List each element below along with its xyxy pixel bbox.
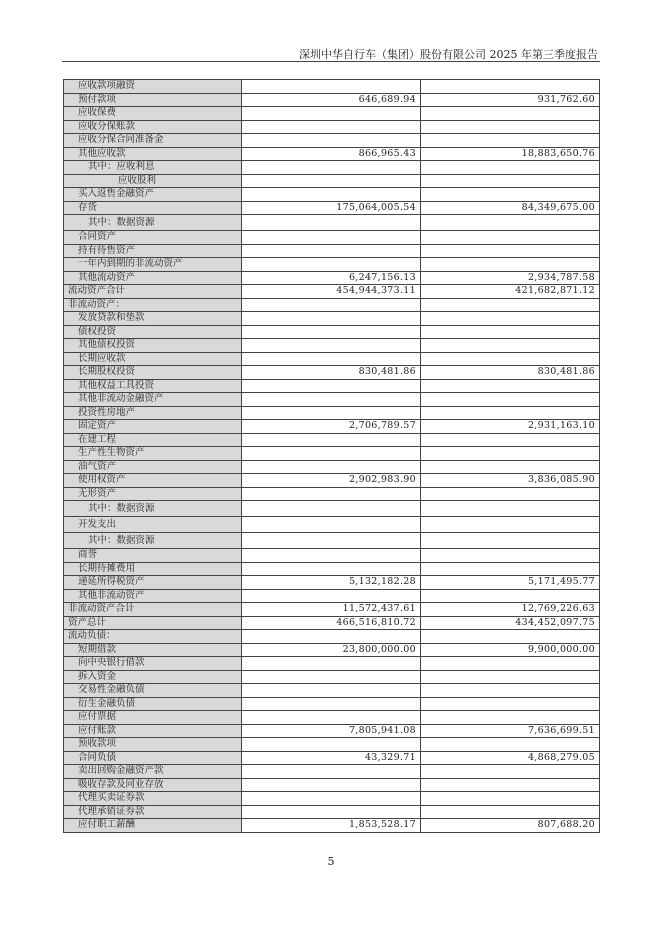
row-label: 无形资产: [64, 487, 242, 501]
prior-period-value: [421, 562, 600, 576]
prior-period-value: [421, 352, 600, 366]
row-label: 吸收存款及同业存放: [64, 778, 242, 792]
current-period-value: [242, 589, 421, 603]
table-row: [64, 778, 600, 792]
row-label: 其中：应收利息: [64, 161, 242, 175]
prior-period-value: 807,688.20: [421, 819, 600, 833]
row-label: 应收分保合同准备金: [64, 134, 242, 148]
current-period-value: [242, 738, 421, 752]
current-period-value: 830,481.86: [242, 366, 421, 380]
prior-period-value: [421, 792, 600, 806]
prior-period-value: [421, 805, 600, 819]
prior-period-value: [421, 215, 600, 231]
table-row: [64, 589, 600, 603]
row-label: 流动负债：: [64, 630, 242, 644]
prior-period-value: [421, 589, 600, 603]
table-row: [64, 603, 600, 617]
current-period-value: [242, 298, 421, 312]
current-period-value: 2,706,789.57: [242, 420, 421, 434]
prior-period-value: [421, 501, 600, 517]
table-row: [64, 819, 600, 833]
prior-period-value: 18,883,650.76: [421, 147, 600, 161]
table-row: [64, 339, 600, 353]
table-row: [64, 738, 600, 752]
table-row: [64, 751, 600, 765]
current-period-value: [242, 657, 421, 671]
table-row: [64, 643, 600, 657]
row-label: 存货: [64, 201, 242, 215]
table-row: [64, 670, 600, 684]
current-period-value: [242, 433, 421, 447]
row-label: 长期股权投资: [64, 366, 242, 380]
table-row: [64, 576, 600, 590]
current-period-value: 866,965.43: [242, 147, 421, 161]
prior-period-value: [421, 433, 600, 447]
table-row: [64, 630, 600, 644]
table-row: [64, 231, 600, 245]
table-row: [64, 501, 600, 517]
row-label: 应付票据: [64, 711, 242, 725]
row-label: 应付账款: [64, 724, 242, 738]
prior-period-value: [421, 670, 600, 684]
current-period-value: 23,800,000.00: [242, 643, 421, 657]
table-row: [64, 93, 600, 107]
row-label: 其他非流动资产: [64, 589, 242, 603]
table-row: [64, 174, 600, 188]
prior-period-value: 5,171,495.77: [421, 576, 600, 590]
row-label: 商誉: [64, 549, 242, 563]
prior-period-value: 434,452,097.75: [421, 616, 600, 630]
current-period-value: 466,516,810.72: [242, 616, 421, 630]
prior-period-value: [421, 393, 600, 407]
prior-period-value: [421, 244, 600, 258]
table-row: [64, 366, 600, 380]
current-period-value: [242, 379, 421, 393]
table-row: [64, 697, 600, 711]
prior-period-value: [421, 406, 600, 420]
table-row: [64, 379, 600, 393]
table-row: [64, 188, 600, 202]
current-period-value: [242, 325, 421, 339]
current-period-value: 7,805,941.08: [242, 724, 421, 738]
table-row: [64, 657, 600, 671]
current-period-value: 43,329.71: [242, 751, 421, 765]
current-period-value: [242, 805, 421, 819]
current-period-value: 6,247,156.13: [242, 271, 421, 285]
table-row: [64, 616, 600, 630]
prior-period-value: 4,868,279.05: [421, 751, 600, 765]
prior-period-value: 9,900,000.00: [421, 643, 600, 657]
row-label: 向中央银行借款: [64, 657, 242, 671]
row-label: 合同负债: [64, 751, 242, 765]
current-period-value: [242, 352, 421, 366]
row-label: 交易性金融负债: [64, 684, 242, 698]
prior-period-value: [421, 80, 600, 94]
table-row: [64, 393, 600, 407]
row-label: 代理买卖证券款: [64, 792, 242, 806]
prior-period-value: [421, 258, 600, 272]
row-label: 长期应收款: [64, 352, 242, 366]
current-period-value: [242, 684, 421, 698]
table-row: [64, 684, 600, 698]
current-period-value: [242, 501, 421, 517]
row-label: 发放贷款和垫款: [64, 312, 242, 326]
current-period-value: [242, 487, 421, 501]
row-label: 固定资产: [64, 420, 242, 434]
table-row: [64, 517, 600, 533]
current-period-value: [242, 215, 421, 231]
row-label: 非流动资产合计: [64, 603, 242, 617]
header-rule: [62, 61, 600, 62]
table-row: [64, 805, 600, 819]
row-label: 合同资产: [64, 231, 242, 245]
table-row: [64, 147, 600, 161]
prior-period-value: [421, 298, 600, 312]
current-period-value: [242, 533, 421, 549]
row-label: 其中：数据资源: [64, 501, 242, 517]
table-row: [64, 533, 600, 549]
prior-period-value: [421, 447, 600, 461]
table-row: [64, 487, 600, 501]
table-row: [64, 312, 600, 326]
table-row: [64, 474, 600, 488]
table-row: [64, 271, 600, 285]
page-number: 5: [327, 855, 335, 868]
table-row: [64, 549, 600, 563]
current-period-value: 1,853,528.17: [242, 819, 421, 833]
prior-period-value: 2,931,163.10: [421, 420, 600, 434]
prior-period-value: [421, 711, 600, 725]
table-row: [64, 447, 600, 461]
table-row: [64, 80, 600, 94]
row-label: 其他权益工具投资: [64, 379, 242, 393]
table-row: [64, 352, 600, 366]
table-row: [64, 325, 600, 339]
prior-period-value: [421, 174, 600, 188]
table-row: [64, 258, 600, 272]
current-period-value: [242, 447, 421, 461]
row-label: 卖出回购金融资产款: [64, 765, 242, 779]
row-label: 其他债权投资: [64, 339, 242, 353]
row-label: 非流动资产：: [64, 298, 242, 312]
table-row: [64, 765, 600, 779]
table-row: [64, 562, 600, 576]
table-row: [64, 433, 600, 447]
prior-period-value: [421, 161, 600, 175]
row-label: 在建工程: [64, 433, 242, 447]
prior-period-value: [421, 107, 600, 121]
current-period-value: [242, 339, 421, 353]
prior-period-value: [421, 379, 600, 393]
current-period-value: [242, 258, 421, 272]
prior-period-value: [421, 549, 600, 563]
table-row: [64, 285, 600, 299]
current-period-value: [242, 562, 421, 576]
row-label: 其他应收款: [64, 147, 242, 161]
table-row: [64, 460, 600, 474]
row-label: 油气资产: [64, 460, 242, 474]
row-label: 持有待售资产: [64, 244, 242, 258]
current-period-value: [242, 517, 421, 533]
row-label: 预收款项: [64, 738, 242, 752]
prior-period-value: [421, 657, 600, 671]
current-period-value: [242, 765, 421, 779]
row-label: 其中：数据资源: [64, 533, 242, 549]
row-label: 一年内到期的非流动资产: [64, 258, 242, 272]
row-label: 债权投资: [64, 325, 242, 339]
current-period-value: [242, 406, 421, 420]
table-row: [64, 724, 600, 738]
current-period-value: [242, 711, 421, 725]
current-period-value: [242, 697, 421, 711]
current-period-value: [242, 670, 421, 684]
prior-period-value: [421, 460, 600, 474]
prior-period-value: [421, 312, 600, 326]
prior-period-value: 12,769,226.63: [421, 603, 600, 617]
table-row: [64, 201, 600, 215]
prior-period-value: [421, 684, 600, 698]
prior-period-value: [421, 630, 600, 644]
table-row: [64, 134, 600, 148]
table-row: [64, 420, 600, 434]
prior-period-value: [421, 487, 600, 501]
balance-sheet-body: [64, 80, 600, 833]
table-row: [64, 406, 600, 420]
row-label: 买入返售金融资产: [64, 188, 242, 202]
current-period-value: [242, 174, 421, 188]
current-period-value: [242, 120, 421, 134]
table-row: [64, 298, 600, 312]
table-row: [64, 107, 600, 121]
current-period-value: 2,902,983.90: [242, 474, 421, 488]
prior-period-value: [421, 120, 600, 134]
current-period-value: [242, 161, 421, 175]
row-label: 资产总计: [64, 616, 242, 630]
prior-period-value: [421, 765, 600, 779]
current-period-value: [242, 134, 421, 148]
current-period-value: [242, 188, 421, 202]
prior-period-value: [421, 339, 600, 353]
prior-period-value: [421, 778, 600, 792]
current-period-value: [242, 393, 421, 407]
row-label: 开发支出: [64, 517, 242, 533]
current-period-value: [242, 80, 421, 94]
prior-period-value: 2,934,787.58: [421, 271, 600, 285]
row-label: 应付职工薪酬: [64, 819, 242, 833]
row-label: 衍生金融负债: [64, 697, 242, 711]
prior-period-value: [421, 533, 600, 549]
table-row: [64, 711, 600, 725]
report-header: 深圳中华自行车（集团）股份有限公司 2025 年第三季度报告: [299, 48, 598, 61]
row-label: 长期待摊费用: [64, 562, 242, 576]
prior-period-value: 830,481.86: [421, 366, 600, 380]
prior-period-value: [421, 231, 600, 245]
prior-period-value: 3,836,085.90: [421, 474, 600, 488]
current-period-value: 454,944,373.11: [242, 285, 421, 299]
row-label: 应收款项融资: [64, 80, 242, 94]
row-label: 递延所得税资产: [64, 576, 242, 590]
row-label: 拆入资金: [64, 670, 242, 684]
row-label: 应收分保账款: [64, 120, 242, 134]
prior-period-value: [421, 325, 600, 339]
prior-period-value: [421, 188, 600, 202]
table-row: [64, 161, 600, 175]
current-period-value: 5,132,182.28: [242, 576, 421, 590]
current-period-value: [242, 312, 421, 326]
current-period-value: 175,064,005.54: [242, 201, 421, 215]
current-period-value: [242, 630, 421, 644]
row-label: 流动资产合计: [64, 285, 242, 299]
current-period-value: [242, 778, 421, 792]
row-label: 其中：数据资源: [64, 215, 242, 231]
table-row: [64, 215, 600, 231]
current-period-value: [242, 460, 421, 474]
current-period-value: [242, 792, 421, 806]
prior-period-value: 7,636,699.51: [421, 724, 600, 738]
table-row: [64, 120, 600, 134]
current-period-value: [242, 549, 421, 563]
current-period-value: [242, 231, 421, 245]
current-period-value: [242, 107, 421, 121]
row-label: 短期借款: [64, 643, 242, 657]
prior-period-value: [421, 697, 600, 711]
row-label: 其他流动资产: [64, 271, 242, 285]
current-period-value: 11,572,437.61: [242, 603, 421, 617]
current-period-value: [242, 244, 421, 258]
row-label: 预付款项: [64, 93, 242, 107]
row-label: 使用权资产: [64, 474, 242, 488]
prior-period-value: [421, 134, 600, 148]
row-label: 生产性生物资产: [64, 447, 242, 461]
row-label: 投资性房地产: [64, 406, 242, 420]
prior-period-value: 931,762.60: [421, 93, 600, 107]
row-label: 应收股利: [64, 174, 242, 188]
table-row: [64, 792, 600, 806]
table-row: [64, 244, 600, 258]
prior-period-value: [421, 517, 600, 533]
balance-sheet-table: [63, 79, 600, 833]
row-label: 应收保费: [64, 107, 242, 121]
row-label: 其他非流动金融资产: [64, 393, 242, 407]
row-label: 代理承销证券款: [64, 805, 242, 819]
current-period-value: 646,689.94: [242, 93, 421, 107]
prior-period-value: [421, 738, 600, 752]
prior-period-value: 84,349,675.00: [421, 201, 600, 215]
prior-period-value: 421,682,871.12: [421, 285, 600, 299]
